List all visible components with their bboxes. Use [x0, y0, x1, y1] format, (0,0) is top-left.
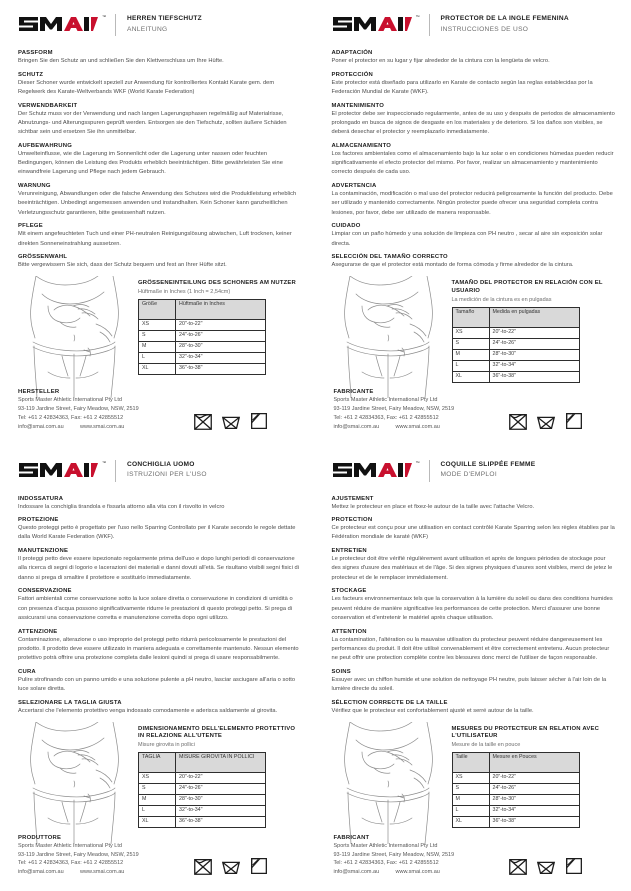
- size-cell-measure: 20"-to-22": [489, 327, 579, 338]
- panel-header: [18, 14, 300, 36]
- section-heading: WARNUNG: [18, 183, 51, 190]
- language-panel-fr: [316, 446, 631, 891]
- section-body: Accertarsi che l'elemento protettivo venga indossato comodamente e aderisca saldamente al girovita.: [18, 707, 278, 714]
- section-body: Der Schutz muss vor der Verwendung und nach langen Lagerungsphasen regelmäßig auf Materialrisse, Abnutzungs- und Alterungsspuren geprüft werden. Entsorgen sie den Tiefschutz, sollten äußere Schäden sichtbar sein und ersetzen Sie ihn unmittelbar.: [18, 110, 287, 136]
- size-guide: [18, 276, 300, 398]
- size-table-header-row: [139, 753, 266, 773]
- section-heading: ADVERTENCIA: [331, 183, 377, 190]
- section: [332, 183, 616, 218]
- do-not-dry-clean-icon: [563, 855, 585, 877]
- size-cell-measure: 32"-to-34": [176, 806, 266, 817]
- section-body: Les facteurs environnementaux tels que la conservation à la lumière du soleil ou dans des conditions humides peuvent réduire de manière significative les performances de cette protection. Merci d'assurer une bonne conservation et d'entretenir le matériel après chaque utilisation.: [331, 596, 613, 621]
- section-heading: AUFBEWAHRUNG: [18, 142, 73, 149]
- size-cell-measure: 20"-to-22": [489, 773, 579, 784]
- trademark-mark: ™: [102, 459, 106, 465]
- manufacturer-website[interactable]: www.smai.com.au: [395, 869, 440, 876]
- size-cell-size: S: [139, 330, 176, 341]
- section: [18, 50, 300, 66]
- section: [332, 143, 616, 178]
- section-body: Contaminazione, alterazione o uso improprio del proteggi petto ridurrà pericolosamente le prestazioni del prodotto. Il prodotto deve essere utilizzato in maniera adeguata e correttamente mantenuto. Nessun elemento protettivo potrà offrire una protezione completa dalle lesioni quindi si prega di usare responsabilmente.: [18, 636, 299, 662]
- size-cell-size: XS: [139, 773, 176, 784]
- size-table-row: [452, 773, 579, 784]
- size-table-row: [452, 327, 579, 338]
- panel-header: [332, 460, 616, 482]
- section-heading: ATTENTION: [331, 628, 367, 635]
- section-body: Bitte vergewissern Sie sich, dass der Schutz bequem und fest an Ihrer Hüfte sitzt.: [18, 262, 227, 269]
- section-body: Limpiar con un paño húmedo y una solución de limpieza con PH neutro , secar al aire sin exposición solar directa.: [331, 231, 603, 247]
- torso-measurement-illustration: [332, 722, 444, 844]
- size-guide: [332, 276, 616, 398]
- section: [18, 223, 300, 248]
- care-symbols: [507, 410, 615, 432]
- size-cell-measure: 24"-to-26": [489, 784, 579, 795]
- size-cell-measure: 32"-to-34": [489, 360, 579, 371]
- section-heading: PROTECTION: [331, 517, 373, 524]
- section-heading: SELECCIÓN DEL TAMAÑO CORRECTO: [331, 254, 448, 261]
- manufacturer-address: 93-119 Jardine Street, Fairy Meadow, NSW, 2519: [333, 851, 455, 858]
- size-table-row: [139, 352, 266, 363]
- section: [332, 548, 616, 583]
- do-not-tumble-dry-icon: [535, 855, 557, 877]
- size-cell-size: XL: [452, 817, 489, 828]
- size-cell-measure: 28"-to-30": [176, 341, 266, 352]
- size-table-row: [452, 795, 579, 806]
- do-not-dry-clean-icon: [563, 410, 585, 432]
- section-body: Bringen Sie den Schutz an und schließen Sie den Klettverschluss um Ihre Hüfte.: [18, 58, 224, 64]
- size-table-title: DIMENSIONAMENTO DELL'ELEMENTO PROTETTIVO IN RELAZIONE ALL'UTENTE: [138, 725, 296, 740]
- section: [18, 254, 300, 270]
- trademark-mark: ™: [102, 14, 106, 19]
- section-heading: ADAPTACIÓN: [331, 50, 373, 56]
- section-heading: PROTEZIONE: [18, 517, 59, 524]
- section: [18, 629, 300, 664]
- size-table-header-row: [452, 753, 579, 773]
- size-table-row: [452, 349, 579, 360]
- manufacturer-phone: Tel: +61 2 42834363, Fax: +61 2 42855512: [18, 860, 124, 867]
- size-table-row: [139, 363, 266, 374]
- section-heading: SOINS: [331, 668, 351, 675]
- language-panel-it: [0, 446, 316, 891]
- torso-measurement-illustration: [332, 276, 444, 398]
- section-body: Le protecteur doit être vérifié régulièrement avant utilisation et après de longues périodes de stockage pour des signes d'usure des matériaux et de l'âge. Si des signes physiques d'usures sont visibles, merci de jetez le protecteur et de le remplacer immédiatement.: [331, 556, 613, 581]
- header-divider: [429, 460, 430, 482]
- section: [332, 496, 616, 512]
- size-table-row: [139, 795, 266, 806]
- do-not-tumble-dry-icon: [535, 410, 557, 432]
- section: [18, 669, 300, 694]
- section: [18, 588, 300, 623]
- manufacturer-block: [18, 835, 139, 877]
- size-table-row: [452, 371, 579, 382]
- size-table-row: [452, 806, 579, 817]
- manufacturer-company: Sports Master Athletic International Pty Ltd: [333, 842, 438, 849]
- product-title: COQUILLE SLIPPÉE FEMME: [440, 460, 536, 468]
- size-table-row: [139, 341, 266, 352]
- manufacturer-phone: Tel: +61 2 42834363, Fax: +61 2 42855512: [333, 860, 439, 867]
- section-body: Mit einem angefeuchteten Tuch und einer PH-neutralen Reinigungslösung abwischen, Luft trocknen, keiner direkten Sonneneinstrahlung aussetzen.: [18, 231, 292, 247]
- section-body: Vérifiez que le protecteur est confortablement ajusté et serré autour de la taille.: [331, 707, 534, 714]
- product-subtitle: ISTRUZIONI PER L'USO: [127, 471, 207, 479]
- size-cell-size: L: [139, 352, 176, 363]
- size-cell-measure: 32"-to-34": [489, 806, 579, 817]
- section: [332, 629, 616, 664]
- section: [332, 517, 616, 542]
- section-body: Fattori ambientali come conservazione sotto la luce solare diretta o conservazione in condizioni di umidità o con presenza d'acqua possono significativamente ridurre le prestazioni di questo proteggi petto. Si prega di assicurarsi una conservazione corretta e manutenzione corretta dopo ogni utilizzo.: [18, 596, 293, 621]
- size-cell-size: S: [452, 338, 489, 349]
- section-heading: SELEZIONARE LA TAGLIA GIUSTA: [18, 699, 122, 706]
- size-cell-measure: 28"-to-30": [489, 349, 579, 360]
- manufacturer-address: 93-119 Jardine Street, Fairy Meadow, NSW, 2519: [18, 406, 139, 413]
- instruction-sections: [332, 50, 616, 271]
- section: [18, 517, 300, 542]
- section-heading: MANTENIMIENTO: [331, 102, 384, 109]
- size-col-header-measure: Hüftmaße in Inches: [176, 299, 266, 319]
- size-cell-measure: 28"-to-30": [176, 795, 266, 806]
- section-body: Umwelteinflusse, wie die Lagerung im Sonnenlicht oder die Lagerung unter nassen oder feuchten Bedingungen, können die Leistung des Produkts erheblich beeinträchtigen. Bitte gewährleisten Sie eine einwandfreie Lagerung und Pflege nach jedem Gebrauch.: [18, 150, 283, 176]
- section: [332, 254, 616, 270]
- section-body: Los factores ambientales como el almacenamiento bajo la luz solar o en condiciones húmedas pueden reducir significativamente el efecto protector del mismo. Por favor, realizar un almacenamiento y mantenimiento correcto después de cada uso.: [331, 150, 614, 176]
- size-cell-size: XL: [139, 363, 176, 374]
- size-col-header-measure: Mesure en Pouces: [489, 753, 579, 773]
- section-body: Verunreinigung, Abwandlungen oder die falsche Anwendung des Schutzes wird die Produktleistung erheblich beeinträchtigen. Unbedingt angemessen anwenden und instandhalten. Kein Schoner kann ganzheitlichen Verletzungsschutz garantieren, bitte gewissenhaft nutzen.: [18, 191, 297, 216]
- product-subtitle: INSTRUCCIONES DE USO: [440, 25, 529, 33]
- section-heading: PFLEGE: [18, 223, 43, 230]
- section-heading: SCHUTZ: [18, 71, 44, 78]
- do-not-dry-clean-icon: [248, 410, 270, 432]
- manufacturer-block: [18, 389, 139, 431]
- size-cell-measure: 20"-to-22": [176, 319, 266, 330]
- size-cell-measure: 36"-to-38": [489, 371, 579, 382]
- do-not-tumble-dry-icon: [220, 855, 242, 877]
- smai-logo: [332, 459, 420, 480]
- size-cell-size: M: [452, 795, 489, 806]
- size-table-row: [139, 330, 266, 341]
- size-cell-size: S: [452, 784, 489, 795]
- section-heading: SÉLECTION CORRECTE DE LA TAILLE: [331, 699, 448, 706]
- manufacturer-links: [334, 423, 455, 432]
- torso-measurement-illustration: [18, 276, 130, 398]
- do-not-wash-icon: [507, 855, 529, 877]
- size-table-row: [452, 338, 579, 349]
- size-unit-note: La medición de la cintura es en pulgadas: [451, 296, 552, 303]
- section-body: Il proteggi petto deve essere ispezionato regolarmente prima dell'uso e dopo lunghi periodi di conservazione alla ricerca di segni di logorio e lacerazioni dei materiali e danni dovuti all'età. Se risultano visibili segni fisici di danno si prega di smaltire il protettore e sostituirlo immediatamente.: [18, 556, 300, 581]
- size-cell-size: M: [139, 341, 176, 352]
- size-col-header-measure: Medida en pulgadas: [489, 307, 579, 327]
- section-heading: CURA: [18, 668, 36, 675]
- manufacturer-block: [334, 835, 455, 877]
- size-table-body: [139, 319, 266, 374]
- product-subtitle: ANLEITUNG: [127, 25, 168, 33]
- section-heading: ENTRETIEN: [331, 548, 367, 555]
- manufacturer-email[interactable]: info@smai.com.au: [333, 869, 380, 876]
- panel-header: [332, 14, 616, 36]
- section: [18, 548, 300, 583]
- size-table: [138, 299, 266, 375]
- section: [18, 700, 300, 716]
- section-body: Dieser Schoner wurde entwickelt speziell zur Anwendung für kontrolliertes Kontakt Karate gem. dem Regelwerk des Karate-Weltverbands WKF (World Karate Federation): [18, 79, 275, 95]
- size-cell-size: M: [139, 795, 176, 806]
- section-body: Questo proteggi petto è progettato per l'uso nello Sparring Controllato per il Karate secondo le regole dettate dalla World Karate Federation (WKF).: [18, 525, 296, 541]
- section-heading: INDOSSATURA: [18, 495, 64, 502]
- care-symbols: [192, 410, 300, 432]
- manufacturer-heading: HERSTELLER: [18, 389, 60, 396]
- trademark-mark: ™: [415, 14, 420, 19]
- size-table-title: MESURES DU PROTECTEUR EN RELATION AVEC L'UTILISATEUR: [451, 725, 600, 740]
- section: [332, 588, 616, 623]
- torso-measurement-illustration: [18, 722, 130, 844]
- do-not-wash-icon: [192, 410, 214, 432]
- size-table-row: [139, 319, 266, 330]
- size-table-row: [452, 817, 579, 828]
- care-symbols: [507, 855, 615, 877]
- manufacturer-company: Sports Master Athletic International Pty Ltd: [333, 397, 438, 404]
- size-cell-size: L: [139, 806, 176, 817]
- section: [332, 103, 616, 138]
- size-col-header-measure: MISURE GIROVITA IN POLLICI: [176, 753, 266, 773]
- size-unit-note: Misure girovita in pollici: [138, 742, 195, 749]
- section-heading: AJUSTEMENT: [331, 495, 374, 502]
- size-cell-measure: 24"-to-26": [176, 784, 266, 795]
- size-table-row: [452, 360, 579, 371]
- language-panel-de: [0, 0, 316, 446]
- section: [332, 669, 616, 694]
- language-panel-es: [316, 0, 631, 446]
- size-cell-size: L: [452, 360, 489, 371]
- size-cell-measure: 24"-to-26": [489, 338, 579, 349]
- size-table-title: TAMAÑO DEL PROTECTOR EN RELACIÓN CON EL USUARIO: [451, 280, 603, 294]
- section-body: Mettez le protecteur en place et fixez-le autour de la taille avec l'attache Velcro.: [331, 503, 535, 510]
- section: [18, 496, 300, 512]
- section: [18, 72, 300, 97]
- section-heading: ATTENZIONE: [18, 628, 58, 635]
- section-body: Pulire strofinando con un panno umido e una soluzione pulente a pH neutro, lasciar asciugare all'aria o sotto luce solare diretta.: [18, 676, 296, 693]
- trademark-mark: ™: [415, 459, 420, 465]
- smai-logo: [18, 459, 106, 480]
- panel-header: [18, 460, 300, 482]
- size-table-row: [139, 773, 266, 784]
- size-table-body: [452, 773, 579, 828]
- manufacturer-heading: FABRICANTE: [333, 389, 374, 396]
- section-body: Este protector está diseñado para utilizarlo en Karate de contacto según las reglas establecidas por la Federación Mundial de Karate (WKF).: [331, 79, 593, 95]
- section-body: Poner el protector en su lugar y fijar alrededor de la cintura con la lengüeta de velcro.: [331, 58, 550, 64]
- section-body: La contaminación, modificación o mal uso del protector reducirá peligrosamente la función del producto. Debe ser utilizado y mantenido correctamente. Ningún protector puede ofrecer una seguridad completa contra lesiones, por favor, debe ser utilizado de manera responsable.: [331, 191, 613, 216]
- manufacturer-website[interactable]: www.smai.com.au: [395, 423, 440, 430]
- size-cell-measure: 36"-to-38": [176, 363, 266, 374]
- section: [18, 143, 300, 178]
- section-body: Ce protecteur est conçu pour une utilisation en contact contrôlé Karate Sparring selon les règles établies par la Fédération mondiale de karaté (WKF): [331, 525, 615, 541]
- size-unit-note: Hüftmaße in Inches (1 Inch = 2,54cm): [138, 288, 231, 295]
- size-table-row: [139, 784, 266, 795]
- size-table-body: [452, 327, 579, 382]
- size-col-header-size: TAGLIA: [139, 753, 176, 773]
- panel-footer: [18, 835, 300, 877]
- header-divider: [115, 460, 116, 482]
- product-subtitle: MODE D'EMPLOI: [440, 471, 497, 479]
- size-table-row: [139, 817, 266, 828]
- size-col-header-size: Tamaño: [452, 307, 489, 327]
- size-cell-measure: 36"-to-38": [489, 817, 579, 828]
- section-heading: CONSERVAZIONE: [18, 588, 72, 595]
- do-not-tumble-dry-icon: [220, 410, 242, 432]
- size-guide: [18, 722, 300, 844]
- manufacturer-email[interactable]: info@smai.com.au: [18, 423, 64, 430]
- manufacturer-links: [334, 868, 455, 877]
- care-symbols: [192, 855, 300, 877]
- header-divider: [429, 14, 430, 36]
- section: [332, 223, 616, 248]
- manufacturer-heading: FABRICANT: [333, 834, 370, 841]
- instruction-sections: [332, 496, 616, 717]
- size-col-header-size: Taille: [452, 753, 489, 773]
- manufacturer-email[interactable]: info@smai.com.au: [333, 423, 380, 430]
- product-title: CONCHIGLIA UOMO: [127, 460, 195, 468]
- size-col-header-size: Größe: [139, 299, 176, 319]
- manufacturer-website[interactable]: www.smai.com.au: [80, 869, 125, 876]
- size-cell-measure: 32"-to-34": [176, 352, 266, 363]
- manufacturer-links: [18, 868, 139, 877]
- section-heading: STOCKAGE: [331, 588, 367, 595]
- size-cell-size: XL: [452, 371, 489, 382]
- section-body: Indossare la conchiglia tirandola e fissarla attorno alla vita con il risvolto in velcro: [18, 503, 225, 510]
- size-cell-size: XL: [139, 817, 176, 828]
- do-not-wash-icon: [507, 410, 529, 432]
- manufacturer-email[interactable]: info@smai.com.au: [18, 869, 64, 876]
- section-heading: GRÖSSENWAHL: [18, 254, 68, 261]
- manufacturer-heading: PRODUTTORE: [18, 834, 62, 841]
- manufacturer-phone: Tel: +61 2 42834363, Fax: +61 2 42855512: [18, 414, 124, 421]
- size-table-body: [139, 773, 266, 828]
- manufacturer-links: [18, 423, 139, 432]
- section-heading: VERWENDBARKEIT: [18, 102, 78, 109]
- section-heading: PASSFORM: [18, 50, 53, 56]
- section-body: Essuyer avec un chiffon humide et une solution de nettoyage PH neutre, puis laisser sécher à l'air loin de la lumière directe du soleil.: [331, 676, 607, 693]
- panel-footer: [334, 389, 616, 431]
- section: [332, 72, 616, 97]
- size-table-row: [452, 784, 579, 795]
- section-body: La contamination, l'altération ou la mauvaise utilisation du protecteur peuvent réduire dangereusement les performances du produit. Il doit être utilisé convenablement et être correctement entretenu. Aucun protecteur ne peut offrir une protection complète contre les blessures donc merci de l'utiliser de façon responsable.: [331, 636, 610, 662]
- product-title: PROTECTOR DE LA INGLE FEMENINA: [440, 15, 569, 22]
- size-table-row: [139, 806, 266, 817]
- size-table: [452, 307, 580, 383]
- section-heading: PROTECCIÓN: [331, 71, 373, 78]
- size-table-header-row: [452, 307, 579, 327]
- instruction-sections: [18, 496, 300, 717]
- section: [332, 700, 616, 716]
- manufacturer-company: Sports Master Athletic International Pty Ltd: [18, 842, 122, 849]
- product-title: HERREN TIEFSCHUTZ: [127, 15, 202, 22]
- size-cell-measure: 36"-to-38": [176, 817, 266, 828]
- panel-footer: [18, 389, 300, 431]
- size-unit-note: Mesure de la taille en pouce: [451, 742, 521, 749]
- smai-logo: [18, 14, 106, 34]
- panel-footer: [334, 835, 616, 877]
- manufacturer-website[interactable]: www.smai.com.au: [80, 423, 125, 430]
- size-cell-size: L: [452, 806, 489, 817]
- section-heading: CUIDADO: [331, 223, 361, 230]
- size-table-header-row: [139, 299, 266, 319]
- section-heading: ALMACENAMIENTO: [331, 142, 392, 149]
- size-cell-size: XS: [452, 327, 489, 338]
- size-table: [452, 752, 580, 828]
- manufacturer-block: [334, 389, 455, 431]
- size-cell-measure: 28"-to-30": [489, 795, 579, 806]
- size-cell-size: M: [452, 349, 489, 360]
- size-cell-size: S: [139, 784, 176, 795]
- section-heading: MANUTENZIONE: [18, 548, 69, 555]
- do-not-wash-icon: [192, 855, 214, 877]
- size-table: [138, 752, 266, 828]
- manufacturer-company: Sports Master Athletic International Pty Ltd: [18, 397, 122, 404]
- size-guide: [332, 722, 616, 844]
- section: [332, 50, 616, 66]
- do-not-dry-clean-icon: [248, 855, 270, 877]
- section-body: Asegurarse de que el protector está montado de forma cómoda y firme alrededor de la cintura.: [331, 262, 574, 269]
- section-body: El protector debe ser inspeccionado regularmente, antes de su uso y después de periodos de almacenamiento prolongado en busca de signos de desgaste en los materiales y de deterioro. Si los daños son visibles, se deberá desechar el protector y reemplazarlo inmediatamente.: [331, 110, 615, 136]
- manufacturer-phone: Tel: +61 2 42834363, Fax: +61 2 42855512: [333, 414, 439, 421]
- smai-logo: [332, 14, 420, 34]
- header-divider: [115, 14, 116, 36]
- size-cell-size: XS: [139, 319, 176, 330]
- manufacturer-address: 93-119 Jardine Street, Fairy Meadow, NSW, 2519: [333, 406, 455, 413]
- size-cell-size: XS: [452, 773, 489, 784]
- size-cell-measure: 20"-to-22": [176, 773, 266, 784]
- instruction-sections: [18, 50, 300, 271]
- manufacturer-address: 93-119 Jardine Street, Fairy Meadow, NSW, 2519: [18, 851, 139, 858]
- size-table-title: GRÖSSENEINTEILUNG DES SCHONERS AM NUTZER: [138, 280, 297, 287]
- section: [18, 183, 300, 218]
- size-cell-measure: 24"-to-26": [176, 330, 266, 341]
- section: [18, 103, 300, 138]
